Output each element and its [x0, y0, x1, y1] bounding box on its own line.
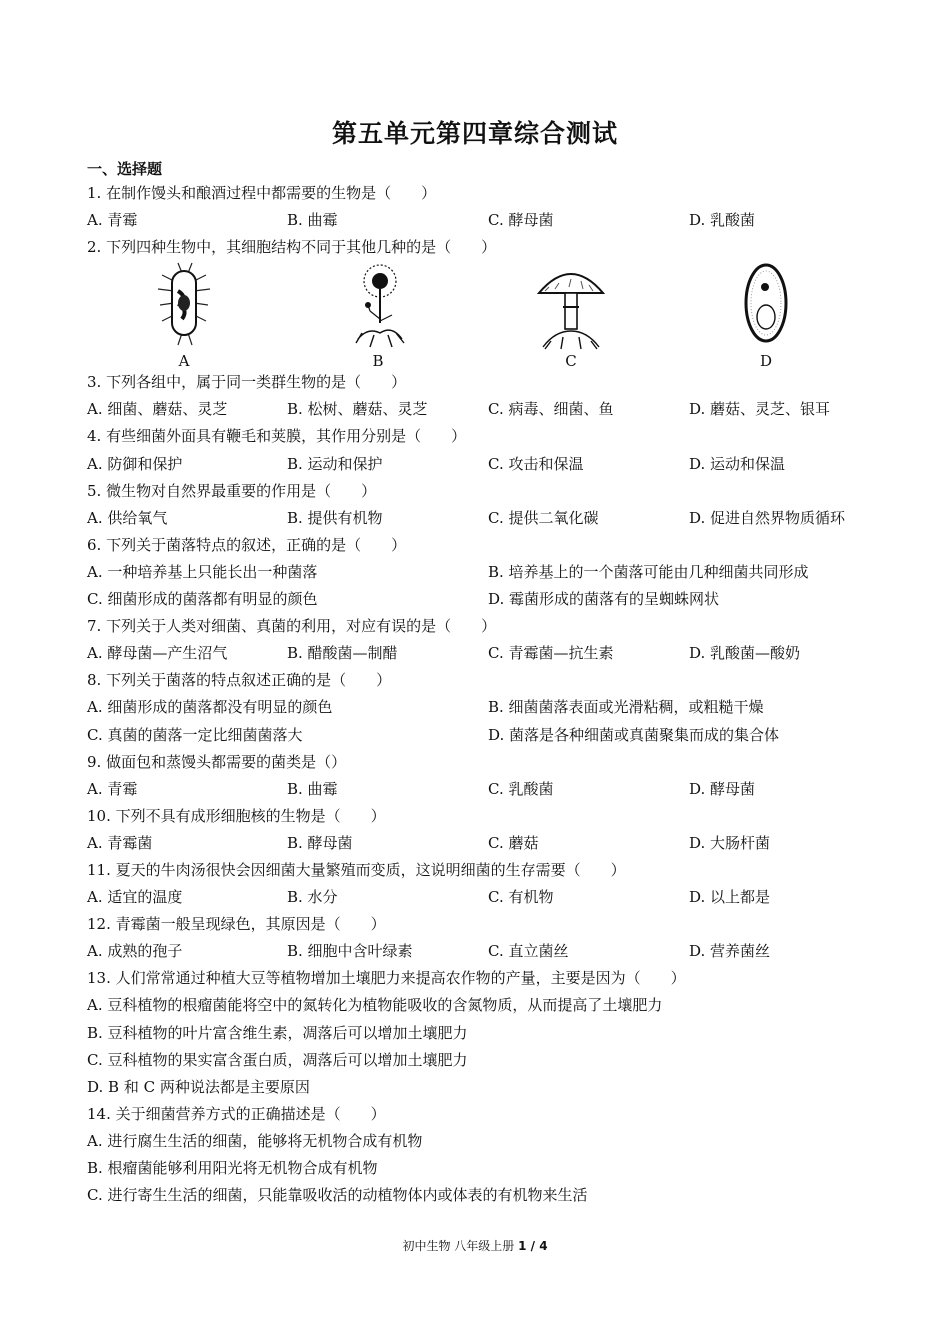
option-d: D. 促进自然界物质循环 — [689, 508, 846, 527]
question-1 — [0, 180, 950, 207]
option-b: B. 醋酸菌—制醋 — [287, 644, 398, 663]
option-b: B. 细菌菌落表面或光滑粘稠，或粗糙干燥 — [488, 698, 764, 717]
question-5-options — [0, 505, 950, 532]
option-d: D. 乳酸菌 — [689, 211, 756, 230]
figure-label-d: D — [759, 352, 773, 371]
organism-figures — [0, 261, 950, 369]
question-14-option-a — [0, 1128, 950, 1155]
question-stem: 1. 在制作馒头和酿酒过程中都需要的生物是（ ） — [87, 184, 437, 202]
option-b: B. 培养基上的一个菌落可能由几种细菌共同形成 — [488, 562, 809, 581]
option-c: C. 直立菌丝 — [488, 942, 569, 961]
option-b: B. 酵母菌 — [287, 833, 353, 852]
question-6 — [0, 532, 950, 559]
question-10-options — [0, 830, 950, 857]
option-d: D. 以上都是 — [689, 888, 771, 907]
question-stem: 3. 下列各组中，属于同一类群生物的是（ ） — [87, 373, 407, 392]
option-b: B. 曲霉 — [287, 211, 338, 230]
option-a: A. 青霉 — [87, 211, 138, 230]
question-4 — [0, 423, 950, 450]
question-7 — [0, 613, 950, 640]
question-6-options-cd — [0, 586, 950, 613]
figure-label-b: B — [372, 352, 384, 371]
question-13-option-b — [0, 1020, 950, 1047]
option-a: A. 豆科植物的根瘤菌能将空中的氮转化为植物能吸收的含氮物质，从而提高了土壤肥力 — [87, 996, 663, 1015]
option-d: D. 酵母菌 — [689, 779, 756, 798]
option-d: D. 蘑菇、灵芝、银耳 — [689, 400, 831, 419]
option-a: A. 供给氧气 — [87, 508, 168, 527]
option-c: C. 真菌的菌落一定比细菌菌落大 — [87, 725, 303, 744]
question-stem: 4. 有些细菌外面具有鞭毛和荚膜，其作用分别是（ ） — [87, 427, 467, 446]
question-10 — [0, 803, 950, 830]
yeast-figure — [706, 261, 826, 349]
option-b: B. 提供有机物 — [287, 508, 383, 527]
option-b: B. 曲霉 — [287, 779, 338, 798]
mold-icon — [348, 261, 408, 349]
option-a: A. 青霉 — [87, 779, 138, 798]
option-d: D. 乳酸菌—酸奶 — [689, 644, 801, 663]
question-3-options — [0, 396, 950, 423]
question-5 — [0, 478, 950, 505]
figure-label-a: A — [178, 352, 190, 371]
question-stem: 14. 关于细菌营养方式的正确描述是（ ） — [87, 1104, 386, 1123]
option-c: C. 乳酸菌 — [488, 779, 554, 798]
mushroom-figure — [511, 261, 631, 351]
option-b: B. 水分 — [287, 888, 338, 907]
question-8-options-cd — [0, 722, 950, 749]
option-c: C. 病毒、细菌、鱼 — [488, 400, 614, 419]
question-14-option-c — [0, 1182, 950, 1209]
question-3 — [0, 369, 950, 396]
question-11-options — [0, 884, 950, 911]
figure-label-c: C — [565, 352, 577, 371]
question-4-options — [0, 451, 950, 478]
question-2 — [0, 234, 950, 261]
option-c: C. 提供二氧化碳 — [488, 508, 599, 527]
question-stem: 8. 下列关于菌落的特点叙述正确的是（ ） — [87, 671, 392, 690]
question-13-option-c — [0, 1047, 950, 1074]
footer-subject: 初中生物 八年级上册 — [402, 1239, 515, 1253]
section-heading: 一、选择题 — [87, 160, 163, 178]
option-a: A. 进行腐生生活的细菌，能够将无机物合成有机物 — [87, 1131, 423, 1150]
option-b: B. 松树、蘑菇、灵芝 — [287, 400, 428, 419]
option-d: D. 大肠杆菌 — [689, 833, 771, 852]
option-d: D. 营养菌丝 — [689, 942, 771, 961]
question-8-options-ab — [0, 694, 950, 721]
question-6-options-ab — [0, 559, 950, 586]
page-footer — [0, 1237, 950, 1254]
question-7-options — [0, 640, 950, 667]
option-c: C. 细菌形成的菌落都有明显的颜色 — [87, 590, 318, 609]
yeast-icon — [741, 261, 791, 349]
option-a: A. 防御和保护 — [87, 454, 183, 473]
option-a: A. 细菌、蘑菇、灵芝 — [87, 400, 228, 419]
question-stem: 11. 夏天的牛肉汤很快会因细菌大量繁殖而变质，这说明细菌的生存需要（ ） — [87, 860, 626, 879]
option-a: A. 成熟的孢子 — [87, 942, 183, 961]
question-stem: 2. 下列四种生物中，其细胞结构不同于其他几种的是（ ） — [87, 238, 497, 257]
option-b: B. 运动和保护 — [287, 454, 383, 473]
option-b: B. 细胞中含叶绿素 — [287, 942, 413, 961]
question-8 — [0, 667, 950, 694]
question-1-options — [0, 207, 950, 234]
question-13-option-d — [0, 1074, 950, 1101]
mushroom-icon — [535, 261, 607, 351]
question-stem: 6. 下列关于菌落特点的叙述，正确的是（ ） — [87, 535, 407, 554]
option-c: C. 豆科植物的果实富含蛋白质，凋落后可以增加土壤肥力 — [87, 1050, 468, 1069]
option-a: A. 青霉菌 — [87, 833, 153, 852]
question-list — [0, 180, 950, 1209]
option-c: C. 青霉菌—抗生素 — [488, 644, 614, 663]
question-stem: 5. 微生物对自然界最重要的作用是（ ） — [87, 481, 377, 500]
option-a: A. 细菌形成的菌落都没有明显的颜色 — [87, 698, 333, 717]
option-d: D. 运动和保温 — [689, 454, 786, 473]
option-c: C. 酵母菌 — [488, 211, 554, 230]
question-stem: 12. 青霉菌一般呈现绿色，其原因是（ ） — [87, 915, 386, 934]
question-stem: 13. 人们常常通过种植大豆等植物增加土壤肥力来提高农作物的产量，主要是因为（ ） — [87, 969, 686, 988]
mold-figure — [318, 261, 438, 349]
question-14-option-b — [0, 1155, 950, 1182]
question-stem: 7. 下列关于人类对细菌、真菌的利用，对应有误的是（ ） — [87, 617, 497, 636]
question-stem: 9. 做面包和蒸馒头都需要的菌类是（） — [87, 752, 347, 771]
option-c: C. 攻击和保温 — [488, 454, 584, 473]
option-a: A. 一种培养基上只能长出一种菌落 — [87, 562, 318, 581]
question-9-options — [0, 776, 950, 803]
option-d: D. 菌落是各种细菌或真菌聚集而成的集合体 — [488, 725, 780, 744]
question-12-options — [0, 938, 950, 965]
option-a: A. 适宜的温度 — [87, 888, 183, 907]
question-12 — [0, 911, 950, 938]
option-d: D. B 和 C 两种说法都是主要原因 — [87, 1077, 310, 1096]
option-c: C. 蘑菇 — [488, 833, 539, 852]
option-d: D. 霉菌形成的菌落有的呈蜘蛛网状 — [488, 590, 720, 609]
question-13 — [0, 965, 950, 992]
question-stem: 10. 下列不具有成形细胞核的生物是（ ） — [87, 806, 386, 825]
question-9 — [0, 749, 950, 776]
option-c: C. 有机物 — [488, 888, 554, 907]
option-b: B. 豆科植物的叶片富含维生素，凋落后可以增加土壤肥力 — [87, 1023, 468, 1042]
page-title: 第五单元第四章综合测试 — [331, 119, 618, 148]
question-14 — [0, 1101, 950, 1128]
bacterium-icon — [154, 261, 214, 349]
option-c: C. 进行寄生生活的细菌，只能靠吸收活的动植物体内或体表的有机物来生活 — [87, 1186, 588, 1205]
question-11 — [0, 857, 950, 884]
page-number: 1 / 4 — [518, 1239, 548, 1253]
question-13-option-a — [0, 992, 950, 1019]
option-a: A. 酵母菌—产生沼气 — [87, 644, 228, 663]
option-b: B. 根瘤菌能够利用阳光将无机物合成有机物 — [87, 1159, 378, 1177]
bacterium-figure — [124, 261, 244, 349]
